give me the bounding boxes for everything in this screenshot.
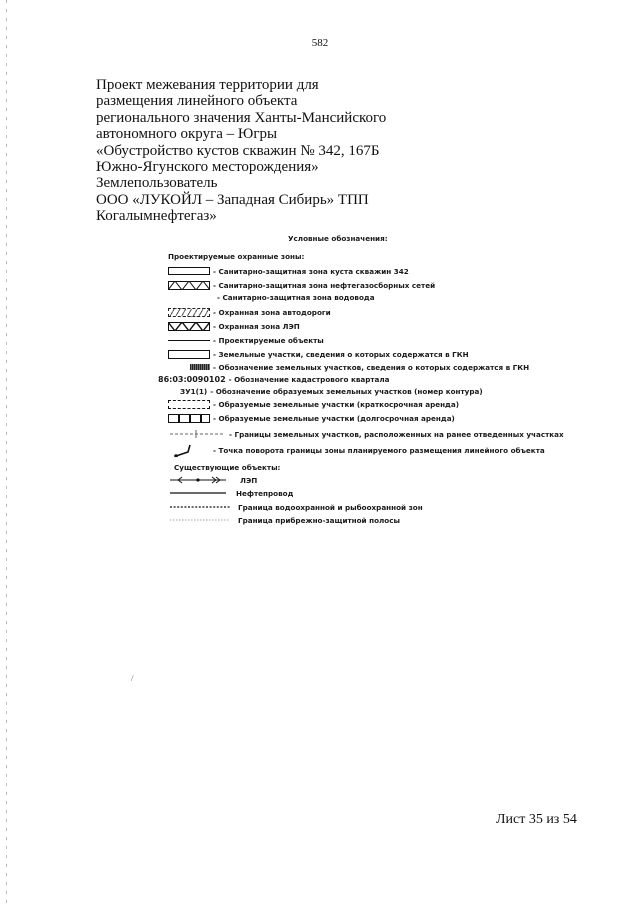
legend-title: Условные обозначения: bbox=[288, 234, 388, 243]
oil-pipeline-symbol bbox=[168, 488, 228, 498]
legend-label: - Обозначение образуемых земельных участков (номер контура) bbox=[210, 386, 483, 396]
legend-label: Граница водоохранной и рыбоохранной зон bbox=[238, 502, 423, 512]
water-protection-boundary-symbol bbox=[168, 502, 232, 512]
legend-item bbox=[168, 320, 300, 332]
legend-label: - Границы земельных участков, расположенных на ранее отведенных участках bbox=[229, 429, 564, 439]
legend-label: - Проектируемые объекты bbox=[213, 335, 324, 345]
title-line: ООО «ЛУКОЙЛ – Западная Сибирь» ТПП bbox=[96, 191, 369, 208]
title-line: Когалымнефтегаз» bbox=[96, 208, 217, 225]
legend-label: - Санитарно-защитная зона куста скважин 342 bbox=[213, 266, 409, 276]
registered-plot-designation-symbol bbox=[168, 362, 210, 372]
legend-label: - Образуемые земельные участки (долгосрочная аренда) bbox=[213, 413, 455, 423]
sheet-info: Лист 35 из 54 bbox=[496, 812, 577, 827]
title-line: размещения линейного объекта bbox=[96, 93, 298, 110]
legend-label: - Обозначение земельных участков, сведения о которых содержатся в ГКН bbox=[213, 362, 530, 372]
legend-label: Граница прибрежно-защитной полосы bbox=[238, 515, 400, 525]
legend-section-existing: Существующие объекты: bbox=[174, 463, 281, 472]
legend-label: - Точка поворота границы зоны планируемого размещения линейного объекта bbox=[213, 445, 545, 455]
crosshatch-zone-symbol bbox=[168, 281, 210, 290]
title-line: Южно-Ягунского месторождения» bbox=[96, 159, 319, 176]
stray-mark: \ bbox=[128, 673, 137, 683]
projected-object-line-symbol bbox=[168, 340, 210, 341]
previous-allotment-boundary-symbol bbox=[168, 429, 226, 439]
legend-item bbox=[168, 474, 257, 486]
legend-item bbox=[168, 501, 423, 513]
sanitary-zone-symbol bbox=[168, 267, 210, 275]
legend-label: Нефтепровод bbox=[236, 488, 294, 498]
legend-section-projected: Проектируемые охранные зоны: bbox=[168, 252, 305, 261]
legend-item bbox=[168, 514, 400, 526]
legend-item bbox=[168, 412, 455, 424]
turning-point-symbol bbox=[168, 443, 210, 457]
legend-item bbox=[168, 361, 529, 373]
registered-plot-symbol bbox=[168, 350, 210, 359]
legend-item bbox=[214, 291, 375, 303]
title-line: автономного округа – Югры bbox=[96, 126, 278, 143]
legend-label: - Санитарно-защитная зона водовода bbox=[217, 292, 375, 302]
legend-item bbox=[168, 265, 409, 277]
coastal-strip-boundary-symbol bbox=[168, 515, 232, 525]
legend-label: - Образуемые земельные участки (краткосрочная аренда) bbox=[213, 399, 459, 409]
legend-item bbox=[168, 444, 545, 456]
legend-item bbox=[168, 398, 459, 410]
cadastral-code: 86:03:0090102 bbox=[158, 374, 226, 384]
power-line-symbol bbox=[168, 475, 228, 485]
page-number: 582 bbox=[311, 37, 329, 49]
legend-item bbox=[158, 373, 390, 385]
legend-item bbox=[168, 348, 469, 360]
title-line: Проект межевания территории для bbox=[96, 77, 319, 93]
title-line: «Обустройство кустов скважин № 342, 167Б bbox=[96, 142, 380, 159]
legend-item bbox=[180, 385, 483, 397]
legend-label: - Обозначение кадастрового квартала bbox=[228, 374, 390, 384]
legend-label: - Земельные участки, сведения о которых содержатся в ГКН bbox=[213, 349, 469, 359]
long-lease-plot-symbol bbox=[168, 414, 210, 423]
legend-label: ЛЭП bbox=[240, 475, 258, 485]
legend-item bbox=[168, 487, 293, 499]
legend-item bbox=[168, 279, 435, 291]
title-line: Землепользователь bbox=[96, 175, 218, 192]
title-line: регионального значения Ханты-Мансийского bbox=[96, 109, 387, 126]
document-title bbox=[96, 77, 516, 225]
page-edge-artifact bbox=[6, 0, 7, 905]
legend-item bbox=[168, 306, 331, 318]
legend-item bbox=[168, 334, 324, 346]
legend-item bbox=[168, 428, 564, 440]
short-lease-plot-symbol bbox=[168, 400, 210, 409]
hatched-zone-symbol bbox=[168, 308, 210, 317]
legend-label: - Охранная зона автодороги bbox=[213, 307, 331, 317]
plot-number-code: ЗУ1(1) bbox=[180, 386, 208, 396]
legend-label: - Охранная зона ЛЭП bbox=[213, 321, 300, 331]
zigzag-zone-symbol bbox=[168, 322, 210, 331]
legend-label: - Санитарно-защитная зона нефтегазосборных сетей bbox=[213, 280, 436, 290]
